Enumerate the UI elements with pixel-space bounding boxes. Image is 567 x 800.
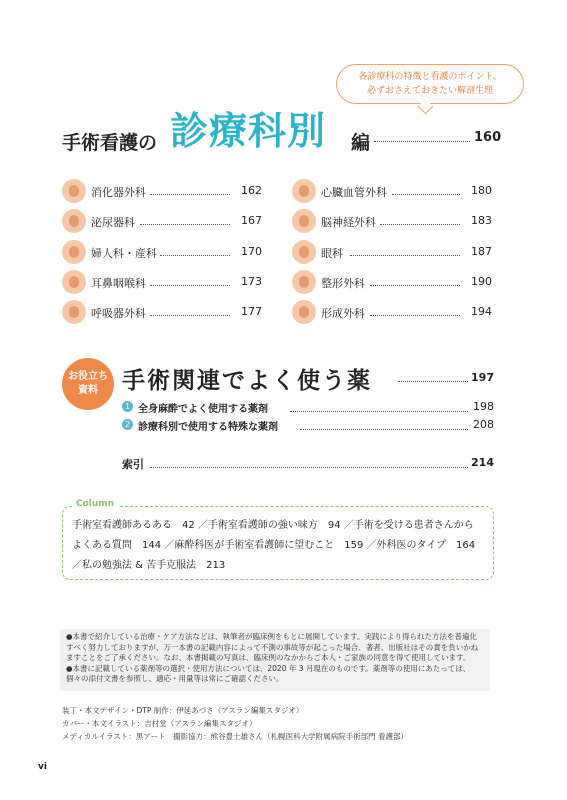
toc-entry-ophthalmology[interactable]: 眼科 187	[292, 240, 492, 264]
materials-item-label[interactable]: 全身麻酔でよく使用する薬剤	[138, 404, 268, 415]
disclaimer-paragraph-2: ●本書に記載している薬剤等の選択・使用方法については、2020 年 3 月現在のものです。薬剤等の使用にあたっては、個々の添付文書を参照し、適応・用量等は常にご確認ください。	[66, 663, 471, 683]
leader-dots	[374, 141, 470, 142]
section-page-number[interactable]: 160	[474, 130, 502, 145]
body-icon	[292, 300, 316, 324]
callout-bubble	[336, 64, 524, 104]
leader-dots	[290, 411, 468, 412]
eye-icon	[292, 240, 316, 264]
credit-medical-illustration: メディカルイラスト：黒アート 撮影協力：熊谷豊士雄さん（札幌医科大学附属病院手術部門 看護部）	[62, 732, 408, 741]
credit-design: 装丁・本文デザイン・DTP 制作：伊延あづさ（アスラン編集スタジオ）	[62, 706, 304, 715]
toc-entry-urology[interactable]: 泌尿器科 167	[62, 209, 262, 233]
toc-entry-cardiovascular-surgery[interactable]: 心臓血管外科 180	[292, 179, 492, 203]
number-badge: 1	[122, 401, 133, 412]
toc-entry-plastic-surgery[interactable]: 形成外科 194	[292, 300, 492, 324]
section-title-suffix: 編	[351, 132, 371, 154]
ear-icon	[62, 270, 86, 294]
toc-entry-gynecology[interactable]: 婦人科・産科 170	[62, 240, 262, 264]
kidney-icon	[62, 209, 86, 233]
index-page[interactable]: 214	[471, 456, 494, 469]
materials-page-number[interactable]: 197	[471, 371, 494, 384]
column-line-3: ／私の勉強法 & 苦手克服法 213	[72, 560, 226, 571]
disclaimer-paragraph-1: ●本書で紹介している治療・ケア方法などは、執筆者が臨床例をもとに展開しています。実践により得られた方法を普遍化すべく努力しておりますが、万一本書の記載内容によって不測の事故等が起こった場合、著者、出版社はその責を負いかねますことをご了承ください。なお、本書掲載の写真は、臨床例のなかからご本人・ご家族の同意を得て使用しています。	[66, 632, 479, 662]
bone-icon	[292, 270, 316, 294]
digestive-organ-icon	[62, 179, 86, 203]
section-title-main: 診療科別	[170, 109, 327, 153]
toc-entry-otolaryngology[interactable]: 耳鼻咽喉科 173	[62, 270, 262, 294]
materials-item-page[interactable]: 208	[473, 418, 494, 431]
leader-dots	[398, 381, 468, 382]
column-label: Column	[72, 499, 118, 509]
index-label[interactable]: 索引	[122, 458, 144, 471]
materials-item-label[interactable]: 診療科別で使用する特殊な薬剤	[138, 422, 278, 433]
useful-materials-badge: お役立ち 資料	[62, 358, 114, 410]
disclaimer-notes	[60, 629, 490, 691]
leader-dots	[150, 467, 468, 468]
page-folio: vi	[38, 762, 47, 772]
column-line-1: 手術室看護師あるある 42 ／手術室看護師の強い味方 94 ／手術を受ける患者さんから	[72, 520, 474, 531]
column-line-2: よくある質問 144 ／麻酔科医が手術室看護師に望むこと 159 ／外科医のタイプ 164	[72, 540, 476, 551]
toc-entry-orthopedics[interactable]: 整形外科 190	[292, 270, 492, 294]
toc-entry-neurosurgery[interactable]: 脳神経外科 183	[292, 209, 492, 233]
section-title-prefix: 手術看護の	[62, 132, 158, 154]
materials-title: 手術関連でよく使う薬	[122, 368, 372, 394]
number-badge: 2	[122, 419, 133, 430]
column-text	[72, 516, 486, 576]
toc-entry-respiratory-surgery[interactable]: 呼吸器外科 177	[62, 300, 262, 324]
heart-icon	[292, 179, 316, 203]
credit-illustration: カバー・本文イラスト：吉村堂（アスラン編集スタジオ）	[62, 719, 257, 728]
callout-line-2: 必ずおさえておきたい解剖生理	[366, 86, 493, 96]
leader-dots	[300, 429, 468, 430]
brain-icon	[292, 209, 316, 233]
materials-item-page[interactable]: 198	[473, 400, 494, 413]
toc-entry-digestive-surgery[interactable]: 消化器外科 162	[62, 179, 262, 203]
lungs-icon	[62, 300, 86, 324]
uterus-icon	[62, 240, 86, 264]
callout-line-1: 各診療科の特徴と看護のポイント、	[358, 72, 502, 82]
